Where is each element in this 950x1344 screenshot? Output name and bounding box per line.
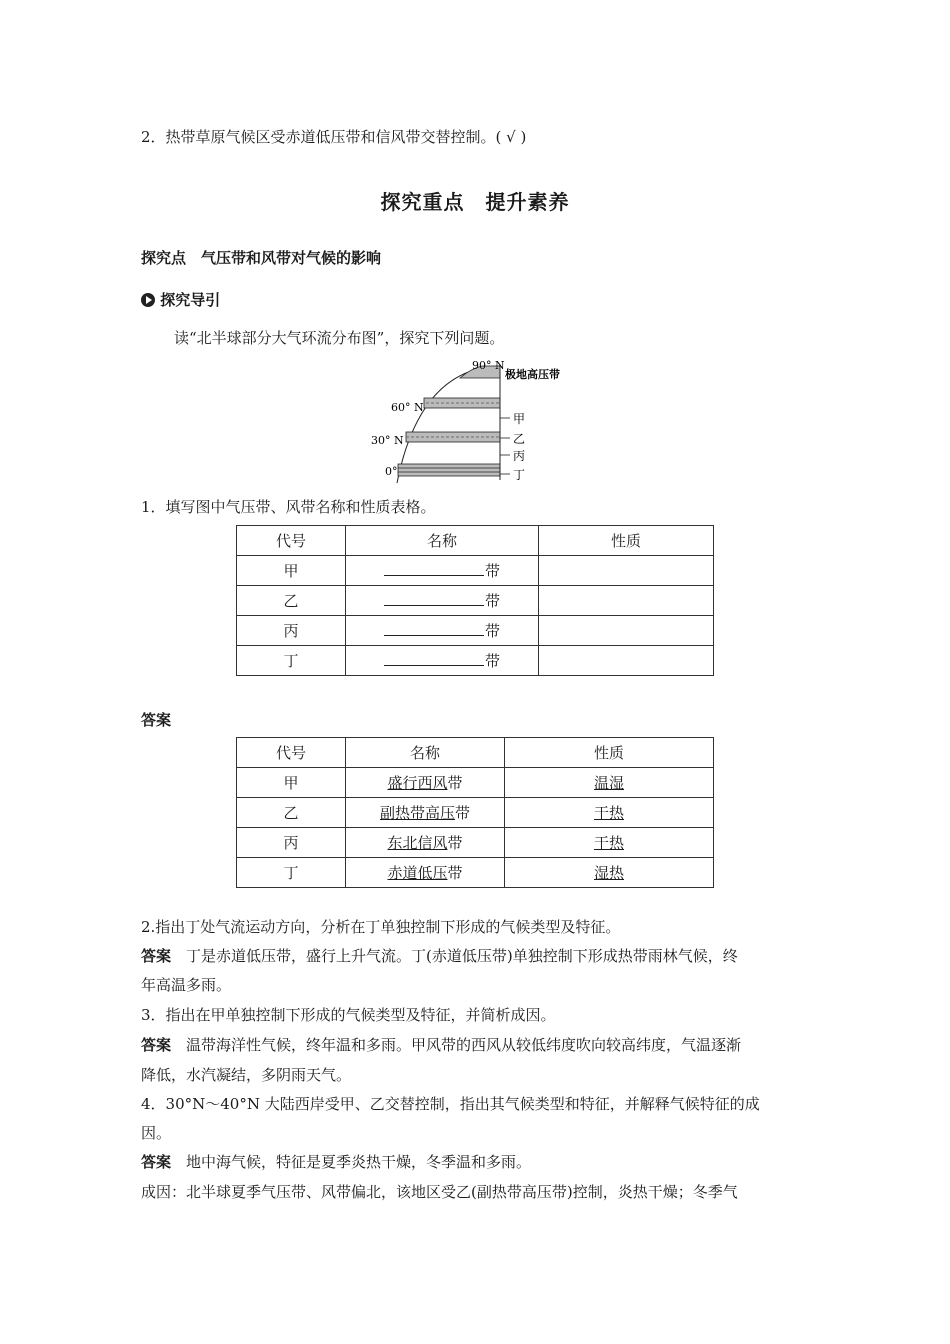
name-blank-cell[interactable] [346,586,539,616]
name-blank-cell[interactable] [346,556,539,586]
property-blank-cell[interactable] [539,616,714,646]
table-header-row [237,738,714,768]
header-property: 性质 [505,738,714,768]
blank-table [236,525,714,676]
belt-property: 温湿 [593,774,624,792]
label-yi: 乙 [513,432,526,446]
property-blank-cell[interactable] [539,556,714,586]
table-row [237,858,714,888]
row-code: 甲 [237,768,346,798]
belt-property: 干热 [593,834,624,852]
answer-2 [141,946,738,966]
table-row [237,768,714,798]
property-blank-cell[interactable] [539,586,714,616]
lat-0-label: 0° [385,465,398,478]
answer-3-cont: 降低，水汽凝结，多阴雨天气。 [141,1066,352,1084]
answer-4-text: 地中海气候，特征是夏季炎热干燥，冬季温和多雨。 [186,1153,532,1171]
question-3: 3．指出在甲单独控制下形成的气候类型及特征，并简析成因。 [141,1006,556,1024]
answer-label: 答案 [141,1036,172,1054]
answer-label: 答案 [141,1153,172,1171]
header-name: 名称 [346,738,505,768]
table-row [237,586,714,616]
belt-suffix: 带 [455,804,471,822]
answer-4-reason: 成因：北半球夏季气压带、风带偏北，该地区受乙(副热带高压带)控制，炎热干燥；冬季气 [141,1183,738,1201]
belt-suffix: 带 [484,562,500,580]
guide-heading [141,290,220,310]
intro-text: 读“北半球部分大气环流分布图”，探究下列问题。 [174,329,505,347]
header-property: 性质 [539,526,714,556]
header-name: 名称 [346,526,539,556]
circulation-diagram [360,358,590,486]
table-row [237,828,714,858]
row-property [505,768,714,798]
label-bing: 丙 [513,449,526,463]
row-property [505,828,714,858]
row-name [346,858,505,888]
row-property [505,858,714,888]
answer-table [236,737,714,888]
belt-property: 干热 [593,804,624,822]
row-code: 丙 [237,616,346,646]
guide-label: 探究导引 [160,291,221,309]
fill-blank[interactable] [384,651,484,666]
belt-name: 副热带高压 [379,804,455,822]
lat-90-label: 90° N [472,359,505,372]
polar-high-label: 极地高压带 [505,368,560,381]
fill-blank[interactable] [384,621,484,636]
table-row [237,556,714,586]
belt-suffix: 带 [447,834,463,852]
item-2-statement: 2．热带草原气候区受赤道低压带和信风带交替控制。( √ ) [141,128,527,146]
table-row [237,798,714,828]
answer-3 [141,1035,741,1055]
lat-60-label: 60° N [391,401,424,414]
table-row [237,616,714,646]
answer-label: 答案 [141,711,172,729]
answer-4 [141,1152,531,1172]
band-equator [398,464,500,476]
row-name [346,828,505,858]
lat-30-label: 30° N [371,434,404,447]
row-code: 丙 [237,828,346,858]
row-code: 乙 [237,798,346,828]
label-jia: 甲 [513,412,526,426]
row-code: 丁 [237,858,346,888]
table-row [237,646,714,676]
row-name [346,768,505,798]
row-property [505,798,714,828]
question-4-cont: 因。 [141,1124,172,1142]
name-blank-cell[interactable] [346,616,539,646]
belt-name: 盛行西风 [387,774,448,792]
belt-name: 赤道低压 [387,864,448,882]
question-4: 4．30°N～40°N 大陆西岸受甲、乙交替控制，指出其气候类型和特征，并解释气候特征的成 [141,1095,760,1113]
section-title: 探究重点 提升素养 [380,190,570,214]
row-code: 丁 [237,646,346,676]
belt-suffix: 带 [484,652,500,670]
fill-blank[interactable] [384,561,484,576]
play-circle-icon [141,293,155,307]
row-name [346,798,505,828]
answer-2-text: 丁是赤道低压带，盛行上升气流。丁(赤道低压带)单独控制下形成热带雨林气候，终 [186,947,738,965]
table-header-row [237,526,714,556]
answer-3-text: 温带海洋性气候，终年温和多雨。甲风带的西风从较低纬度吹向较高纬度，气温逐渐 [186,1036,742,1054]
row-code: 乙 [237,586,346,616]
header-code: 代号 [237,738,346,768]
topic-title: 探究点 气压带和风带对气候的影响 [141,249,382,267]
answer-2-cont: 年高温多雨。 [141,976,232,994]
question-2: 2.指出丁处气流运动方向，分析在丁单独控制下形成的气候类型及特征。 [141,918,621,936]
fill-blank[interactable] [384,591,484,606]
name-blank-cell[interactable] [346,646,539,676]
answer-label: 答案 [141,947,172,965]
belt-suffix: 带 [484,622,500,640]
belt-name: 东北信风 [387,834,448,852]
belt-suffix: 带 [447,864,463,882]
property-blank-cell[interactable] [539,646,714,676]
belt-suffix: 带 [447,774,463,792]
header-code: 代号 [237,526,346,556]
belt-suffix: 带 [484,592,500,610]
question-1: 1．填写图中气压带、风带名称和性质表格。 [141,498,436,516]
row-code: 甲 [237,556,346,586]
label-ding: 丁 [513,468,526,482]
belt-property: 湿热 [593,864,624,882]
